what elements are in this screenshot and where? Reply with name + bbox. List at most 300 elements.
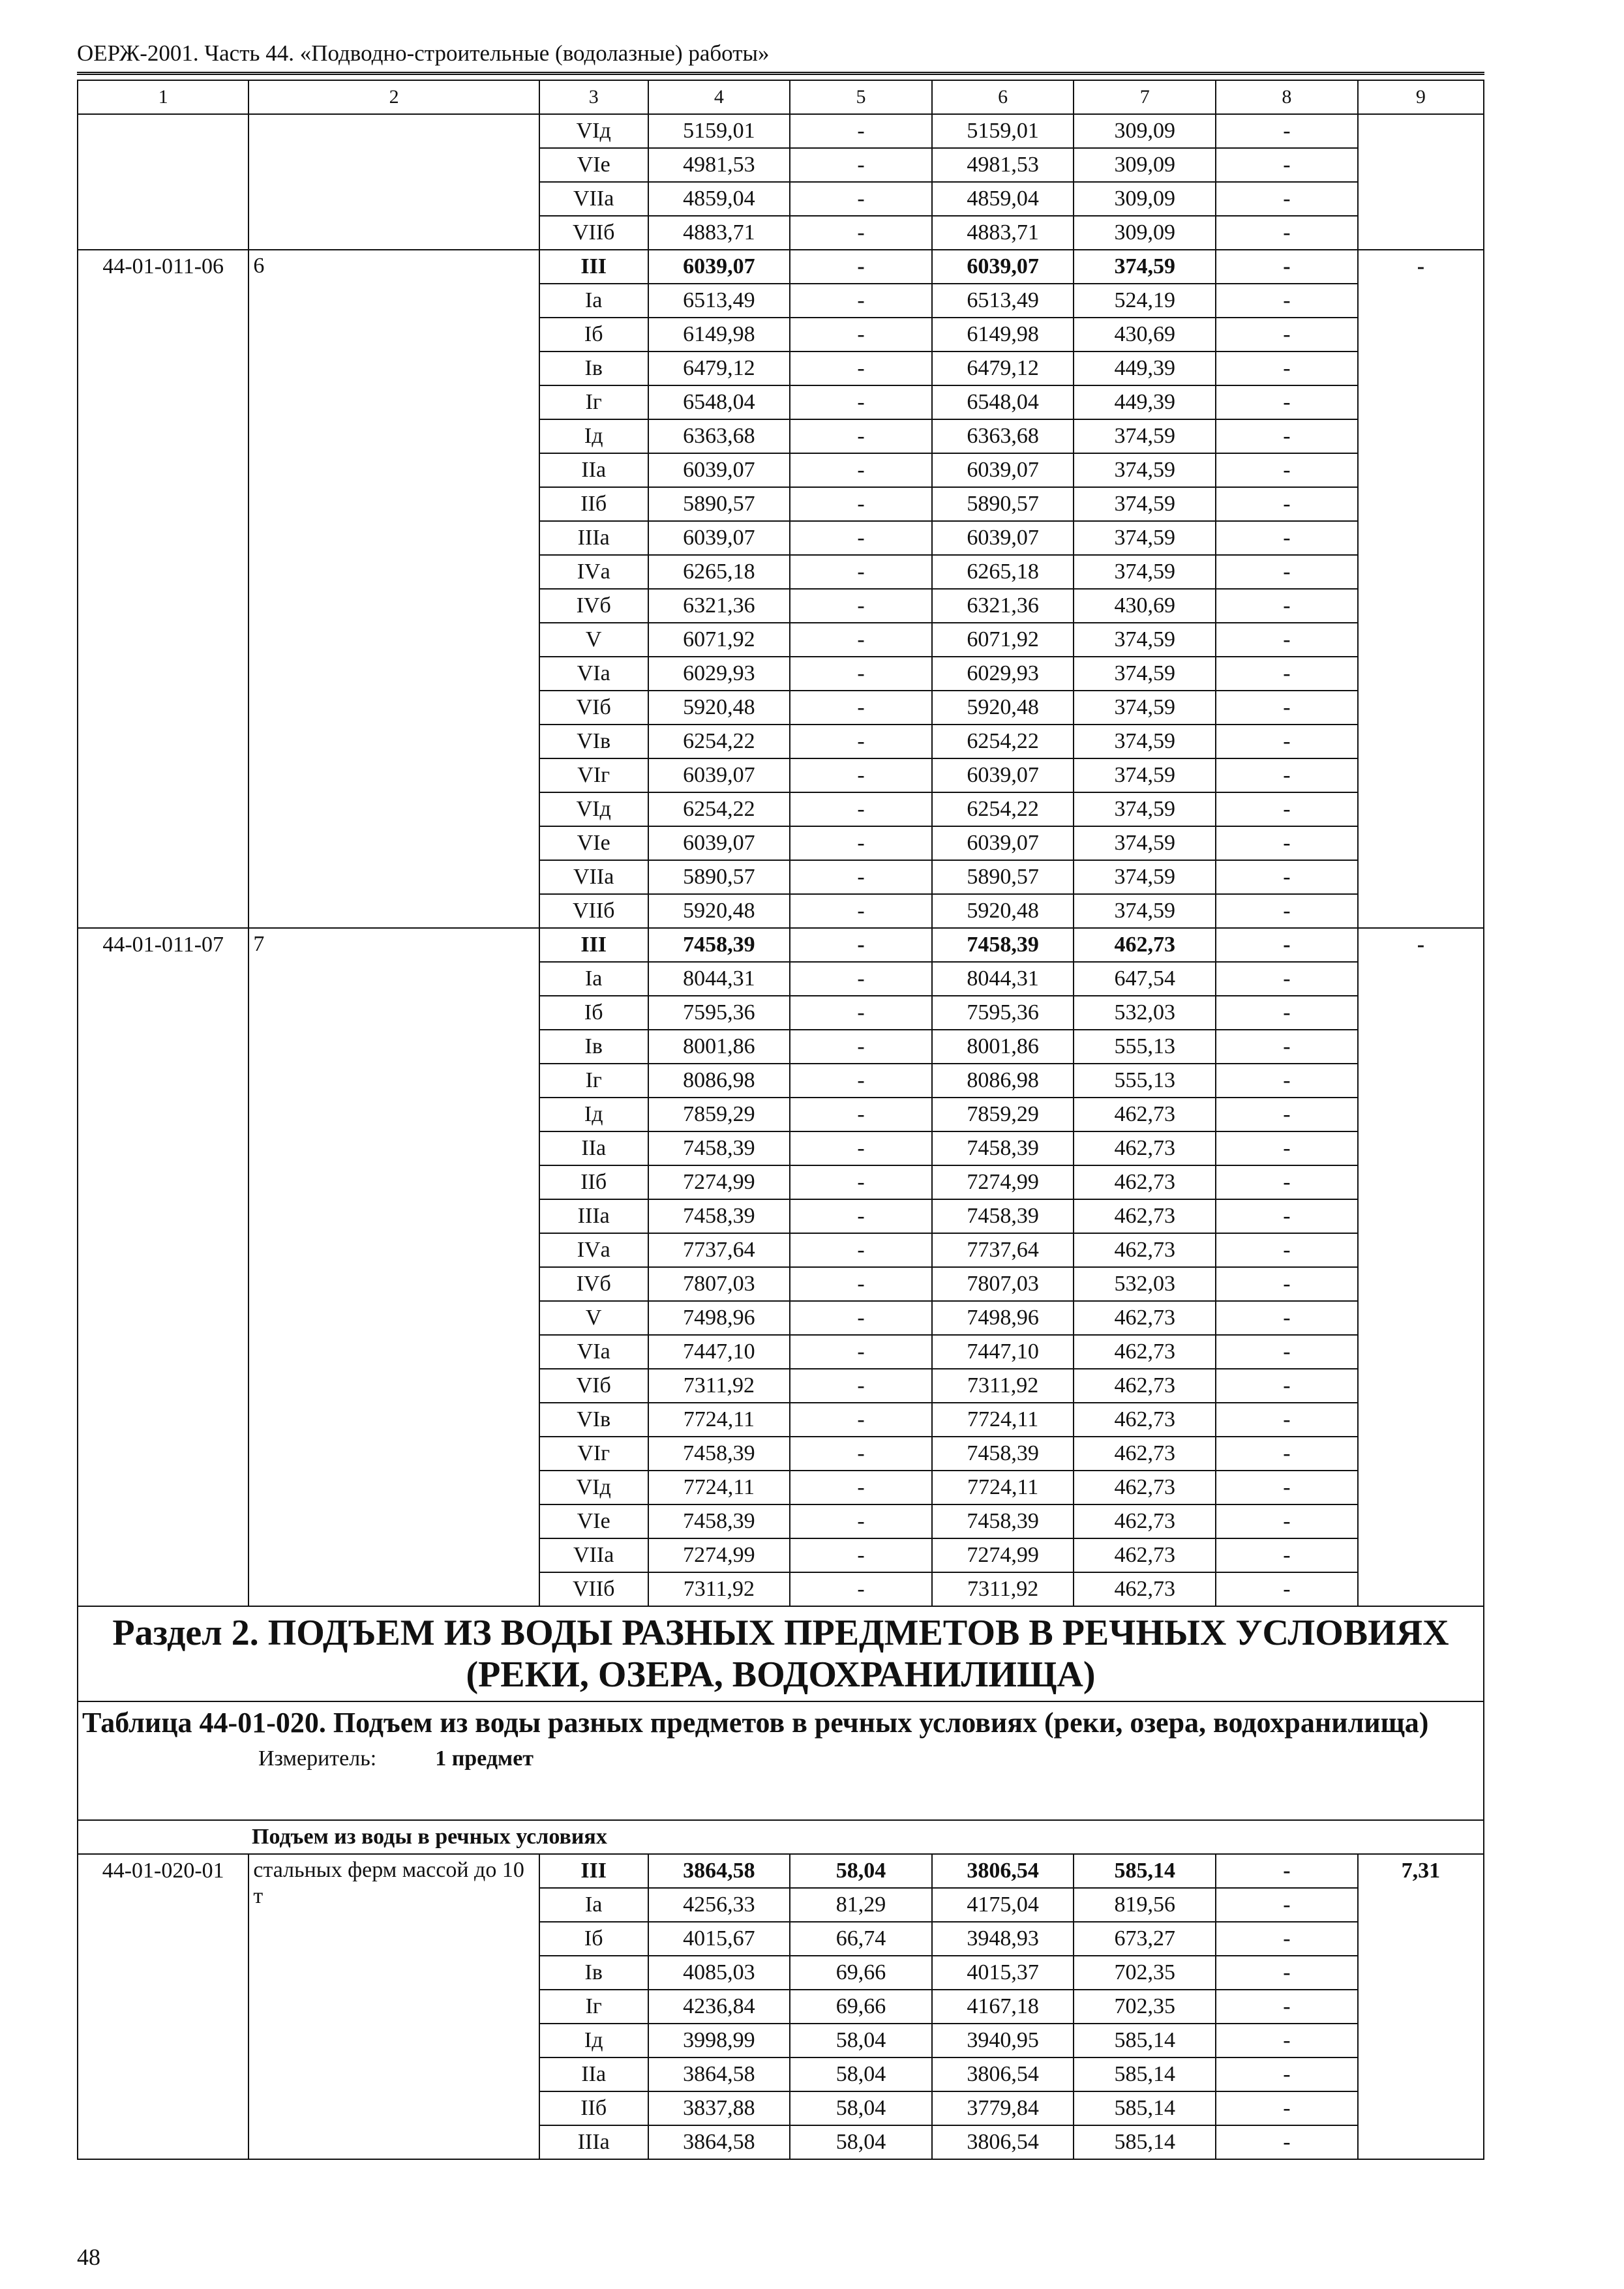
wage-cost-cell: 6039,07 [932, 453, 1074, 487]
value-cell: 430,69 [1074, 318, 1216, 352]
table-title: Таблица 44-01-020. Подъем из воды разных предметов в речных условиях (реки, озера, водохранилища) [82, 1707, 1429, 1739]
machine-cost-cell: - [790, 284, 932, 318]
category-cell: IIа [539, 1131, 648, 1165]
category-cell: V [539, 1301, 648, 1335]
value-cell: 462,73 [1074, 1098, 1216, 1131]
wage-cost-cell: 7458,39 [932, 1437, 1074, 1471]
materials-cell: - [1216, 1131, 1358, 1165]
value-cell: 374,59 [1074, 657, 1216, 691]
value-cell: 374,59 [1074, 826, 1216, 860]
total-cost-cell: 6479,12 [648, 352, 790, 385]
machine-cost-cell: 81,29 [790, 1888, 932, 1922]
category-cell: IIIа [539, 1199, 648, 1233]
category-cell: VIа [539, 1335, 648, 1369]
total-cost-cell: 7458,39 [648, 1437, 790, 1471]
total-cost-cell: 7724,11 [648, 1403, 790, 1437]
wage-cost-cell: 7311,92 [932, 1572, 1074, 1606]
materials-cell: - [1216, 2024, 1358, 2057]
machine-cost-cell: - [790, 1030, 932, 1064]
category-cell: VIIа [539, 860, 648, 894]
category-cell: Iд [539, 2024, 648, 2057]
total-cost-cell: 8044,31 [648, 962, 790, 996]
wage-cost-cell: 4167,18 [932, 1990, 1074, 2024]
wage-cost-cell: 6039,07 [932, 521, 1074, 555]
total-cost-cell: 8001,86 [648, 1030, 790, 1064]
category-cell: VIв [539, 1403, 648, 1437]
materials-cell: - [1216, 1064, 1358, 1098]
materials-cell: - [1216, 419, 1358, 453]
value-cell: 374,59 [1074, 691, 1216, 725]
value-cell: 555,13 [1074, 1064, 1216, 1098]
machine-cost-cell: 58,04 [790, 2024, 932, 2057]
category-cell: Iб [539, 318, 648, 352]
wage-cost-cell: 5159,01 [932, 114, 1074, 148]
labor-cell: - [1358, 928, 1484, 1606]
value-cell: 462,73 [1074, 1572, 1216, 1606]
wage-cost-cell: 7724,11 [932, 1403, 1074, 1437]
wage-cost-cell: 6265,18 [932, 555, 1074, 589]
materials-cell: - [1216, 860, 1358, 894]
wage-cost-cell: 6513,49 [932, 284, 1074, 318]
total-cost-cell: 7807,03 [648, 1267, 790, 1301]
category-cell: VIд [539, 114, 648, 148]
materials-cell: - [1216, 1267, 1358, 1301]
value-cell: 374,59 [1074, 521, 1216, 555]
value-cell: 585,14 [1074, 2057, 1216, 2091]
machine-cost-cell: - [790, 1504, 932, 1538]
wage-cost-cell: 7498,96 [932, 1301, 1074, 1335]
machine-cost-cell: - [790, 250, 932, 284]
wage-cost-cell: 4015,37 [932, 1956, 1074, 1990]
category-cell: IIIа [539, 2125, 648, 2159]
category-cell: IIб [539, 2091, 648, 2125]
value-cell: 374,59 [1074, 860, 1216, 894]
machine-cost-cell: - [790, 623, 932, 657]
total-cost-cell: 7498,96 [648, 1301, 790, 1335]
category-cell: Iв [539, 352, 648, 385]
total-cost-cell: 4256,33 [648, 1888, 790, 1922]
value-cell: 532,03 [1074, 1267, 1216, 1301]
machine-cost-cell: - [790, 1165, 932, 1199]
machine-cost-cell: 66,74 [790, 1922, 932, 1956]
total-cost-cell: 7311,92 [648, 1369, 790, 1403]
machine-cost-cell: 58,04 [790, 1854, 932, 1888]
materials-cell: - [1216, 1572, 1358, 1606]
measure-line [82, 1741, 1479, 1776]
wage-cost-cell: 6149,98 [932, 318, 1074, 352]
category-cell: VIIа [539, 182, 648, 216]
machine-cost-cell: - [790, 182, 932, 216]
wage-cost-cell: 6254,22 [932, 725, 1074, 758]
wage-cost-cell: 7724,11 [932, 1471, 1074, 1504]
materials-cell: - [1216, 792, 1358, 826]
total-cost-cell: 6029,93 [648, 657, 790, 691]
value-cell: 462,73 [1074, 1233, 1216, 1267]
total-cost-cell: 4236,84 [648, 1990, 790, 2024]
category-cell: Iв [539, 1030, 648, 1064]
materials-cell: - [1216, 1403, 1358, 1437]
materials-cell: - [1216, 216, 1358, 250]
materials-cell: - [1216, 1990, 1358, 2024]
total-cost-cell: 6254,22 [648, 792, 790, 826]
category-cell: VIа [539, 657, 648, 691]
wage-cost-cell: 3806,54 [932, 1854, 1074, 1888]
machine-cost-cell: - [790, 792, 932, 826]
subheading-row [78, 1820, 1484, 1854]
materials-cell: - [1216, 1471, 1358, 1504]
wage-cost-cell: 3948,93 [932, 1922, 1074, 1956]
value-cell: 462,73 [1074, 1538, 1216, 1572]
machine-cost-cell: - [790, 385, 932, 419]
wage-cost-cell: 6363,68 [932, 419, 1074, 453]
machine-cost-cell: - [790, 352, 932, 385]
category-cell: VIв [539, 725, 648, 758]
machine-cost-cell: - [790, 894, 932, 928]
category-cell: VIб [539, 1369, 648, 1403]
total-cost-cell: 4859,04 [648, 182, 790, 216]
header-rule [77, 72, 1484, 75]
category-cell: Iа [539, 962, 648, 996]
value-cell: 462,73 [1074, 1369, 1216, 1403]
machine-cost-cell: - [790, 758, 932, 792]
materials-cell: - [1216, 1030, 1358, 1064]
machine-cost-cell: 69,66 [790, 1990, 932, 2024]
category-cell: VIг [539, 1437, 648, 1471]
category-cell: VIб [539, 691, 648, 725]
machine-cost-cell: - [790, 1131, 932, 1165]
machine-cost-cell: - [790, 1369, 932, 1403]
section-heading: Раздел 2. ПОДЪЕМ ИЗ ВОДЫ РАЗНЫХ ПРЕДМЕТОВ В РЕЧНЫХ УСЛОВИЯХ (РЕКИ, ОЗЕРА, ВОДОХРАНИЛИЩА) [78, 1606, 1484, 1701]
wage-cost-cell: 7447,10 [932, 1335, 1074, 1369]
wage-cost-cell: 7311,92 [932, 1369, 1074, 1403]
category-cell: V [539, 623, 648, 657]
total-cost-cell: 6039,07 [648, 826, 790, 860]
materials-cell: - [1216, 1504, 1358, 1538]
section-row [78, 1606, 1484, 1701]
materials-cell: - [1216, 2125, 1358, 2159]
category-cell: III [539, 1854, 648, 1888]
value-cell: 702,35 [1074, 1956, 1216, 1990]
materials-cell: - [1216, 1922, 1358, 1956]
column-number: 8 [1216, 80, 1358, 114]
category-cell: III [539, 928, 648, 962]
machine-cost-cell: - [790, 1335, 932, 1369]
machine-cost-cell: - [790, 1403, 932, 1437]
machine-cost-cell: 58,04 [790, 2091, 932, 2125]
value-cell: 462,73 [1074, 1471, 1216, 1504]
value-cell: 309,09 [1074, 148, 1216, 182]
machine-cost-cell: - [790, 826, 932, 860]
rate-code: 44-01-011-06 [78, 250, 248, 928]
value-cell: 374,59 [1074, 894, 1216, 928]
machine-cost-cell: - [790, 419, 932, 453]
rate-code: 44-01-011-07 [78, 928, 248, 1606]
total-cost-cell: 6149,98 [648, 318, 790, 352]
total-cost-cell: 7859,29 [648, 1098, 790, 1131]
category-cell: VIе [539, 148, 648, 182]
value-cell: 462,73 [1074, 1199, 1216, 1233]
materials-cell: - [1216, 1538, 1358, 1572]
machine-cost-cell: - [790, 691, 932, 725]
value-cell: 374,59 [1074, 487, 1216, 521]
table-row [78, 114, 1484, 148]
wage-cost-cell: 5920,48 [932, 894, 1074, 928]
rate-code: 44-01-020-01 [78, 1854, 248, 2159]
total-cost-cell: 5890,57 [648, 487, 790, 521]
total-cost-cell: 3864,58 [648, 2125, 790, 2159]
measure-label: Измеритель: [258, 1746, 377, 1771]
value-cell: 374,59 [1074, 758, 1216, 792]
wage-cost-cell: 3806,54 [932, 2125, 1074, 2159]
category-cell: Iг [539, 1064, 648, 1098]
category-cell: IIа [539, 2057, 648, 2091]
value-cell: 374,59 [1074, 555, 1216, 589]
total-cost-cell: 7311,92 [648, 1572, 790, 1606]
materials-cell: - [1216, 148, 1358, 182]
machine-cost-cell: - [790, 725, 932, 758]
wage-cost-cell: 4883,71 [932, 216, 1074, 250]
table-title-block [78, 1701, 1484, 1820]
value-cell: 449,39 [1074, 385, 1216, 419]
category-cell: Iг [539, 385, 648, 419]
wage-cost-cell: 6071,92 [932, 623, 1074, 657]
materials-cell: - [1216, 2057, 1358, 2091]
machine-cost-cell: 58,04 [790, 2057, 932, 2091]
machine-cost-cell: 58,04 [790, 2125, 932, 2159]
total-cost-cell: 7737,64 [648, 1233, 790, 1267]
wage-cost-cell: 6254,22 [932, 792, 1074, 826]
value-cell: 673,27 [1074, 1922, 1216, 1956]
value-cell: 585,14 [1074, 2091, 1216, 2125]
machine-cost-cell: - [790, 216, 932, 250]
total-cost-cell: 6363,68 [648, 419, 790, 453]
rate-code [78, 114, 248, 250]
wage-cost-cell: 7458,39 [932, 1199, 1074, 1233]
materials-cell: - [1216, 250, 1358, 284]
value-cell: 374,59 [1074, 725, 1216, 758]
category-cell: VIд [539, 1471, 648, 1504]
machine-cost-cell: - [790, 487, 932, 521]
labor-cell [1358, 114, 1484, 250]
machine-cost-cell: - [790, 1267, 932, 1301]
page-header-title: ОЕРЖ-2001. Часть 44. «Подводно-строительные (водолазные) работы» [77, 40, 770, 66]
rate-name: стальных ферм массой до 10 т [248, 1854, 539, 2159]
machine-cost-cell: - [790, 1301, 932, 1335]
category-cell: Iб [539, 996, 648, 1030]
value-cell: 309,09 [1074, 114, 1216, 148]
machine-cost-cell: - [790, 1199, 932, 1233]
total-cost-cell: 6039,07 [648, 758, 790, 792]
machine-cost-cell: - [790, 589, 932, 623]
category-cell: IIб [539, 487, 648, 521]
category-cell: VIе [539, 826, 648, 860]
total-cost-cell: 6548,04 [648, 385, 790, 419]
total-cost-cell: 3998,99 [648, 2024, 790, 2057]
rate-name [248, 114, 539, 250]
category-cell: Iа [539, 284, 648, 318]
wage-cost-cell: 6039,07 [932, 826, 1074, 860]
total-cost-cell: 7595,36 [648, 996, 790, 1030]
table-title-row [78, 1701, 1484, 1820]
wage-cost-cell: 4981,53 [932, 148, 1074, 182]
materials-cell: - [1216, 284, 1358, 318]
materials-cell: - [1216, 352, 1358, 385]
materials-cell: - [1216, 826, 1358, 860]
wage-cost-cell: 8001,86 [932, 1030, 1074, 1064]
category-cell: VIIб [539, 894, 648, 928]
wage-cost-cell: 7737,64 [932, 1233, 1074, 1267]
value-cell: 374,59 [1074, 792, 1216, 826]
wage-cost-cell: 5890,57 [932, 860, 1074, 894]
labor-cell: - [1358, 250, 1484, 928]
total-cost-cell: 5920,48 [648, 894, 790, 928]
total-cost-cell: 5920,48 [648, 691, 790, 725]
value-cell: 585,14 [1074, 2024, 1216, 2057]
column-number: 3 [539, 80, 648, 114]
category-cell: IVа [539, 555, 648, 589]
total-cost-cell: 4015,67 [648, 1922, 790, 1956]
column-number-row [78, 80, 1484, 114]
value-cell: 462,73 [1074, 1437, 1216, 1471]
value-cell: 449,39 [1074, 352, 1216, 385]
wage-cost-cell: 7595,36 [932, 996, 1074, 1030]
wage-cost-cell: 3940,95 [932, 2024, 1074, 2057]
wage-cost-cell: 7274,99 [932, 1538, 1074, 1572]
materials-cell: - [1216, 487, 1358, 521]
rates-table [77, 80, 1484, 2160]
value-cell: 374,59 [1074, 623, 1216, 657]
column-number: 7 [1074, 80, 1216, 114]
materials-cell: - [1216, 1888, 1358, 1922]
total-cost-cell: 6039,07 [648, 453, 790, 487]
value-cell: 532,03 [1074, 996, 1216, 1030]
materials-cell: - [1216, 521, 1358, 555]
materials-cell: - [1216, 1098, 1358, 1131]
value-cell: 374,59 [1074, 250, 1216, 284]
materials-cell: - [1216, 182, 1358, 216]
value-cell: 585,14 [1074, 2125, 1216, 2159]
wage-cost-cell: 4175,04 [932, 1888, 1074, 1922]
total-cost-cell: 4981,53 [648, 148, 790, 182]
total-cost-cell: 6321,36 [648, 589, 790, 623]
machine-cost-cell: - [790, 1064, 932, 1098]
wage-cost-cell: 6479,12 [932, 352, 1074, 385]
total-cost-cell: 7274,99 [648, 1165, 790, 1199]
total-cost-cell: 7724,11 [648, 1471, 790, 1504]
materials-cell: - [1216, 657, 1358, 691]
machine-cost-cell: - [790, 928, 932, 962]
materials-cell: - [1216, 758, 1358, 792]
wage-cost-cell: 7859,29 [932, 1098, 1074, 1131]
wage-cost-cell: 7807,03 [932, 1267, 1074, 1301]
wage-cost-cell: 7458,39 [932, 1131, 1074, 1165]
total-cost-cell: 7447,10 [648, 1335, 790, 1369]
value-cell: 462,73 [1074, 1504, 1216, 1538]
table-row [78, 1854, 1484, 1888]
value-cell: 430,69 [1074, 589, 1216, 623]
value-cell: 374,59 [1074, 419, 1216, 453]
total-cost-cell: 7458,39 [648, 1131, 790, 1165]
column-number: 1 [78, 80, 248, 114]
column-number: 4 [648, 80, 790, 114]
wage-cost-cell: 8086,98 [932, 1064, 1074, 1098]
materials-cell: - [1216, 1956, 1358, 1990]
category-cell: VIе [539, 1504, 648, 1538]
materials-cell: - [1216, 2091, 1358, 2125]
category-cell: Iа [539, 1888, 648, 1922]
materials-cell: - [1216, 1437, 1358, 1471]
total-cost-cell: 7458,39 [648, 1504, 790, 1538]
category-cell: III [539, 250, 648, 284]
materials-cell: - [1216, 725, 1358, 758]
machine-cost-cell: - [790, 1572, 932, 1606]
machine-cost-cell: - [790, 1098, 932, 1131]
category-cell: VIIб [539, 216, 648, 250]
column-number: 6 [932, 80, 1074, 114]
machine-cost-cell: - [790, 996, 932, 1030]
wage-cost-cell: 5920,48 [932, 691, 1074, 725]
total-cost-cell: 4883,71 [648, 216, 790, 250]
table-row [78, 250, 1484, 284]
machine-cost-cell: 69,66 [790, 1956, 932, 1990]
wage-cost-cell: 3779,84 [932, 2091, 1074, 2125]
machine-cost-cell: - [790, 114, 932, 148]
machine-cost-cell: - [790, 453, 932, 487]
materials-cell: - [1216, 894, 1358, 928]
machine-cost-cell: - [790, 1437, 932, 1471]
materials-cell: - [1216, 1165, 1358, 1199]
materials-cell: - [1216, 1854, 1358, 1888]
wage-cost-cell: 6321,36 [932, 589, 1074, 623]
labor-cell: 7,31 [1358, 1854, 1484, 2159]
total-cost-cell: 7458,39 [648, 1199, 790, 1233]
category-cell: Iв [539, 1956, 648, 1990]
machine-cost-cell: - [790, 962, 932, 996]
materials-cell: - [1216, 1335, 1358, 1369]
total-cost-cell: 6265,18 [648, 555, 790, 589]
value-cell: 309,09 [1074, 216, 1216, 250]
category-cell: Iб [539, 1922, 648, 1956]
total-cost-cell: 8086,98 [648, 1064, 790, 1098]
total-cost-cell: 5890,57 [648, 860, 790, 894]
total-cost-cell: 5159,01 [648, 114, 790, 148]
category-cell: IIIа [539, 521, 648, 555]
category-cell: IVб [539, 1267, 648, 1301]
wage-cost-cell: 8044,31 [932, 962, 1074, 996]
total-cost-cell: 6254,22 [648, 725, 790, 758]
wage-cost-cell: 4859,04 [932, 182, 1074, 216]
column-number: 2 [248, 80, 539, 114]
value-cell: 462,73 [1074, 1335, 1216, 1369]
value-cell: 524,19 [1074, 284, 1216, 318]
materials-cell: - [1216, 1369, 1358, 1403]
rate-name: 6 [248, 250, 539, 928]
wage-cost-cell: 6039,07 [932, 250, 1074, 284]
materials-cell: - [1216, 962, 1358, 996]
category-cell: Iг [539, 1990, 648, 2024]
category-cell: IIа [539, 453, 648, 487]
total-cost-cell: 7458,39 [648, 928, 790, 962]
total-cost-cell: 6039,07 [648, 250, 790, 284]
materials-cell: - [1216, 623, 1358, 657]
category-cell: VIIа [539, 1538, 648, 1572]
value-cell: 555,13 [1074, 1030, 1216, 1064]
total-cost-cell: 3864,58 [648, 1854, 790, 1888]
materials-cell: - [1216, 691, 1358, 725]
category-cell: IIб [539, 1165, 648, 1199]
wage-cost-cell: 7274,99 [932, 1165, 1074, 1199]
materials-cell: - [1216, 928, 1358, 962]
